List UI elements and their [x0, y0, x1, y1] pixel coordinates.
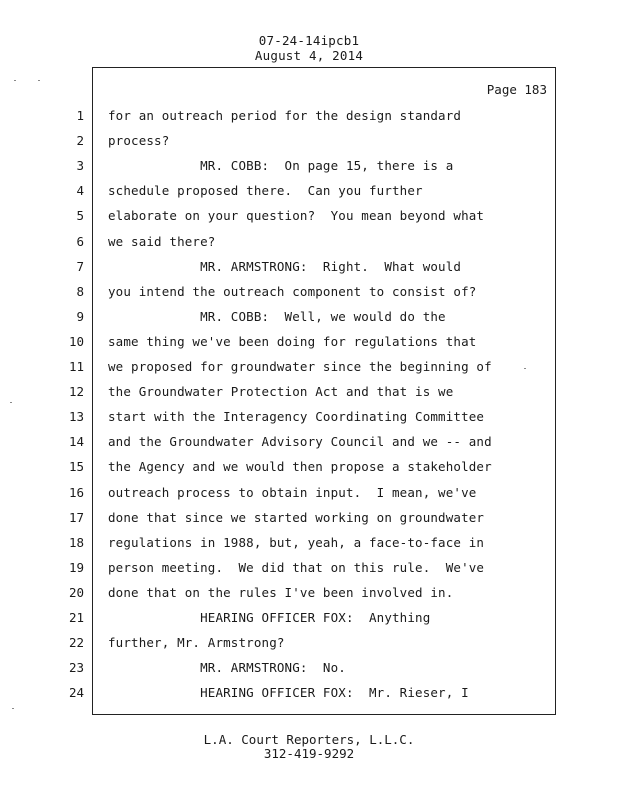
transcript-line: further, Mr. Armstrong? [108, 635, 285, 650]
page-label: Page 183 [486, 82, 547, 97]
line-number: 2 [76, 133, 84, 148]
transcript-line: HEARING OFFICER FOX: Mr. Rieser, I [108, 685, 469, 700]
transcript-line: MR. ARMSTRONG: No. [108, 660, 346, 675]
transcript-date: August 4, 2014 [254, 48, 364, 63]
transcript-line: start with the Interagency Coordinating Committee [108, 409, 485, 424]
line-number: 9 [76, 309, 84, 324]
scan-speck [14, 80, 16, 81]
transcript-line: you intend the outreach component to consist of? [108, 284, 477, 299]
transcript-line: done that on the rules I've been involved in. [108, 585, 454, 600]
line-number: 3 [76, 158, 84, 173]
line-number: 4 [76, 183, 84, 198]
scan-speck [10, 402, 12, 403]
line-number: 17 [68, 510, 84, 525]
scan-speck [12, 708, 14, 709]
line-number: 21 [68, 610, 84, 625]
transcript-line: we said there? [108, 234, 216, 249]
line-number: 18 [68, 535, 84, 550]
scan-speck [38, 80, 40, 81]
line-number: 15 [68, 459, 84, 474]
line-number: 6 [76, 234, 84, 249]
line-number: 10 [68, 334, 84, 349]
line-number: 20 [68, 585, 84, 600]
transcript-line: outreach process to obtain input. I mean, we've [108, 485, 477, 500]
line-number: 5 [76, 208, 84, 223]
line-number: 13 [68, 409, 84, 424]
transcript-line: schedule proposed there. Can you further [108, 183, 423, 198]
transcript-line: same thing we've been doing for regulations that [108, 334, 477, 349]
case-number: 07-24-14ipcb1 [258, 33, 360, 48]
scan-speck [524, 368, 526, 369]
line-number: 22 [68, 635, 84, 650]
line-number: 14 [68, 434, 84, 449]
transcript-line: regulations in 1988, but, yeah, a face-to-face in [108, 535, 485, 550]
transcript-line: elaborate on your question? You mean beyond what [108, 208, 485, 223]
line-number: 19 [68, 560, 84, 575]
transcript-line: done that since we started working on groundwater [108, 510, 485, 525]
transcript-line: MR. COBB: Well, we would do the [108, 309, 446, 324]
line-number: 7 [76, 259, 84, 274]
line-number: 16 [68, 485, 84, 500]
transcript-line: MR. ARMSTRONG: Right. What would [108, 259, 462, 274]
court-reporter-name: L.A. Court Reporters, L.L.C. [203, 732, 415, 747]
transcript-line: we proposed for groundwater since the beginning of [108, 359, 492, 374]
line-number: 11 [68, 359, 84, 374]
transcript-line: HEARING OFFICER FOX: Anything [108, 610, 431, 625]
transcript-line: process? [108, 133, 170, 148]
transcript-line: for an outreach period for the design standard [108, 108, 462, 123]
transcript-line: the Agency and we would then propose a stakeholder [108, 459, 492, 474]
transcript-line: person meeting. We did that on this rule. We've [108, 560, 485, 575]
line-number: 23 [68, 660, 84, 675]
transcript-line: MR. COBB: On page 15, there is a [108, 158, 454, 173]
line-number: 24 [68, 685, 84, 700]
transcript-line: and the Groundwater Advisory Council and we -- and [108, 434, 492, 449]
line-number: 12 [68, 384, 84, 399]
line-number: 1 [76, 108, 84, 123]
line-number: 8 [76, 284, 84, 299]
court-reporter-phone: 312-419-9292 [263, 746, 355, 761]
transcript-line: the Groundwater Protection Act and that is we [108, 384, 454, 399]
